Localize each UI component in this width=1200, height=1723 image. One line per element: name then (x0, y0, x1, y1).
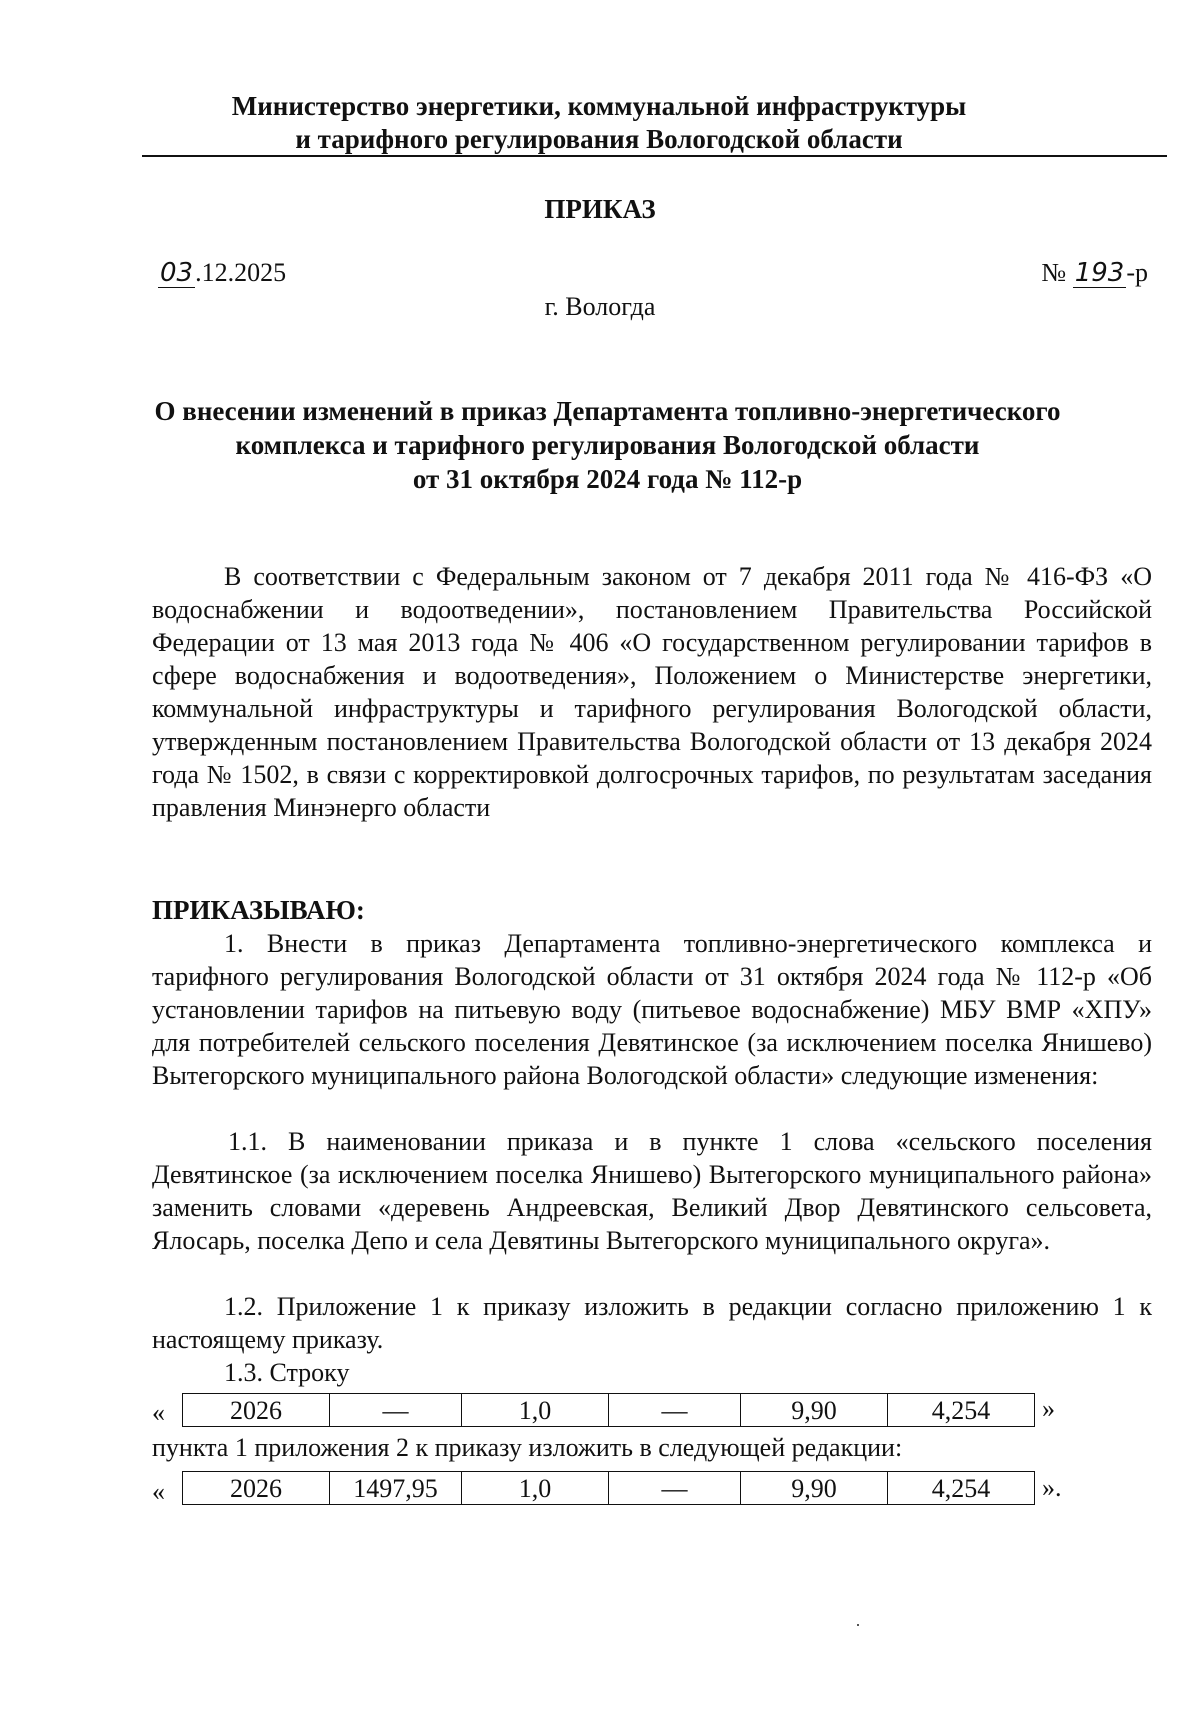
order-date (158, 258, 286, 288)
handwritten-number: 193 (1074, 258, 1125, 288)
old-row-close-quote: » (1042, 1394, 1055, 1423)
item-1-2: 1.2. Приложение 1 к приказу изложить в редакции согласно приложению 1 к настоящему приказу. (152, 1292, 1152, 1354)
item-1: 1. Внести в приказ Департамента топливно-энергетического комплекса и тарифного регулирования Вологодской области от 31 октября 2024 года № 112-р «Об установлении тарифов на питьевую воду (питьевое водоснабжение) МБУ ВМР «ХПУ» для потребителей сельского поселения Девятинское (за исключением поселка Янишево) Вытегорского муниципального района Вологодской области» следующие изменения: (152, 929, 1152, 1090)
table-cell: 9,90 (741, 1472, 888, 1505)
document-type: ПРИКАЗ (544, 194, 656, 224)
date-month-year: .12.2025 (195, 258, 287, 287)
orders-word: ПРИКАЗЫВАЮ: (152, 895, 365, 925)
table-cell: 2026 (183, 1394, 330, 1427)
between-text: пункта 1 приложения 2 к приказу изложить в следующей редакции: (152, 1433, 903, 1462)
table-cell: 4,254 (888, 1472, 1035, 1505)
table-cell: — (609, 1394, 741, 1427)
new-row-open-quote: « (152, 1477, 165, 1506)
order-number (1041, 258, 1148, 288)
city: г. Вологда (544, 292, 656, 321)
table-cell: 1,0 (462, 1472, 609, 1505)
ministry-name-line1: Министерство энергетики, коммунальной инфраструктуры (231, 91, 967, 121)
table-cell: 1497,95 (330, 1472, 462, 1505)
preamble-paragraph: В соответствии с Федеральным законом от 7 декабря 2011 года № 416-ФЗ «О водоснабжении и водоотведении», постановлением Правительства Российской Федерации от 13 мая 2013 года № 406 «О государственном регулировании тарифов в сфере водоснабжения и водоотведения», Положением о Министерстве энергетики, коммунальной инфраструктуры и тарифного регулирования Вологодской области, утвержденным постановлением Правительства Вологодской области от 13 декабря 2024 года № 1502, в связи с корректировкой долгосрочных тарифов, по результатам заседания правления Минэнерго области (152, 562, 1152, 822)
new-row-table (182, 1471, 1035, 1505)
table-cell: 9,90 (741, 1394, 888, 1427)
item-1-3: 1.3. Строку (224, 1358, 350, 1387)
old-row-open-quote: « (152, 1398, 165, 1427)
table-cell: — (609, 1472, 741, 1505)
number-suffix: -р (1126, 258, 1148, 287)
handwritten-day: 03 (160, 258, 194, 288)
table-cell: 2026 (183, 1472, 330, 1505)
table-cell: 4,254 (888, 1394, 1035, 1427)
scan-speck (857, 1624, 859, 1626)
title-line3: от 31 октября 2024 года № 112-р (412, 464, 803, 494)
ministry-name-line2: и тарифного регулирования Вологодской области (295, 124, 903, 154)
table-row (183, 1472, 1035, 1505)
title-line1: О внесении изменений в приказ Департамента топливно-энергетического (154, 396, 1061, 426)
number-sign: № (1041, 258, 1067, 287)
header-rule (142, 155, 1167, 157)
item-1-1: 1.1. В наименовании приказа и в пункте 1 слова «сельского поселения Девятинское (за исключением поселка Янишево) Вытегорского муниципального района» заменить словами «деревень Андреевская, Великий Двор Девятинского сельсовета, Ялосарь, поселка Депо и села Девятины Вытегорского муниципального округа». (152, 1127, 1152, 1255)
table-cell: 1,0 (462, 1394, 609, 1427)
title-line2: комплекса и тарифного регулирования Вологодской области (235, 430, 980, 460)
table-cell: — (330, 1394, 462, 1427)
table-row (183, 1394, 1035, 1427)
order-title (150, 394, 1065, 496)
old-row-table (182, 1393, 1035, 1427)
new-row-close-quote: ». (1042, 1473, 1062, 1502)
